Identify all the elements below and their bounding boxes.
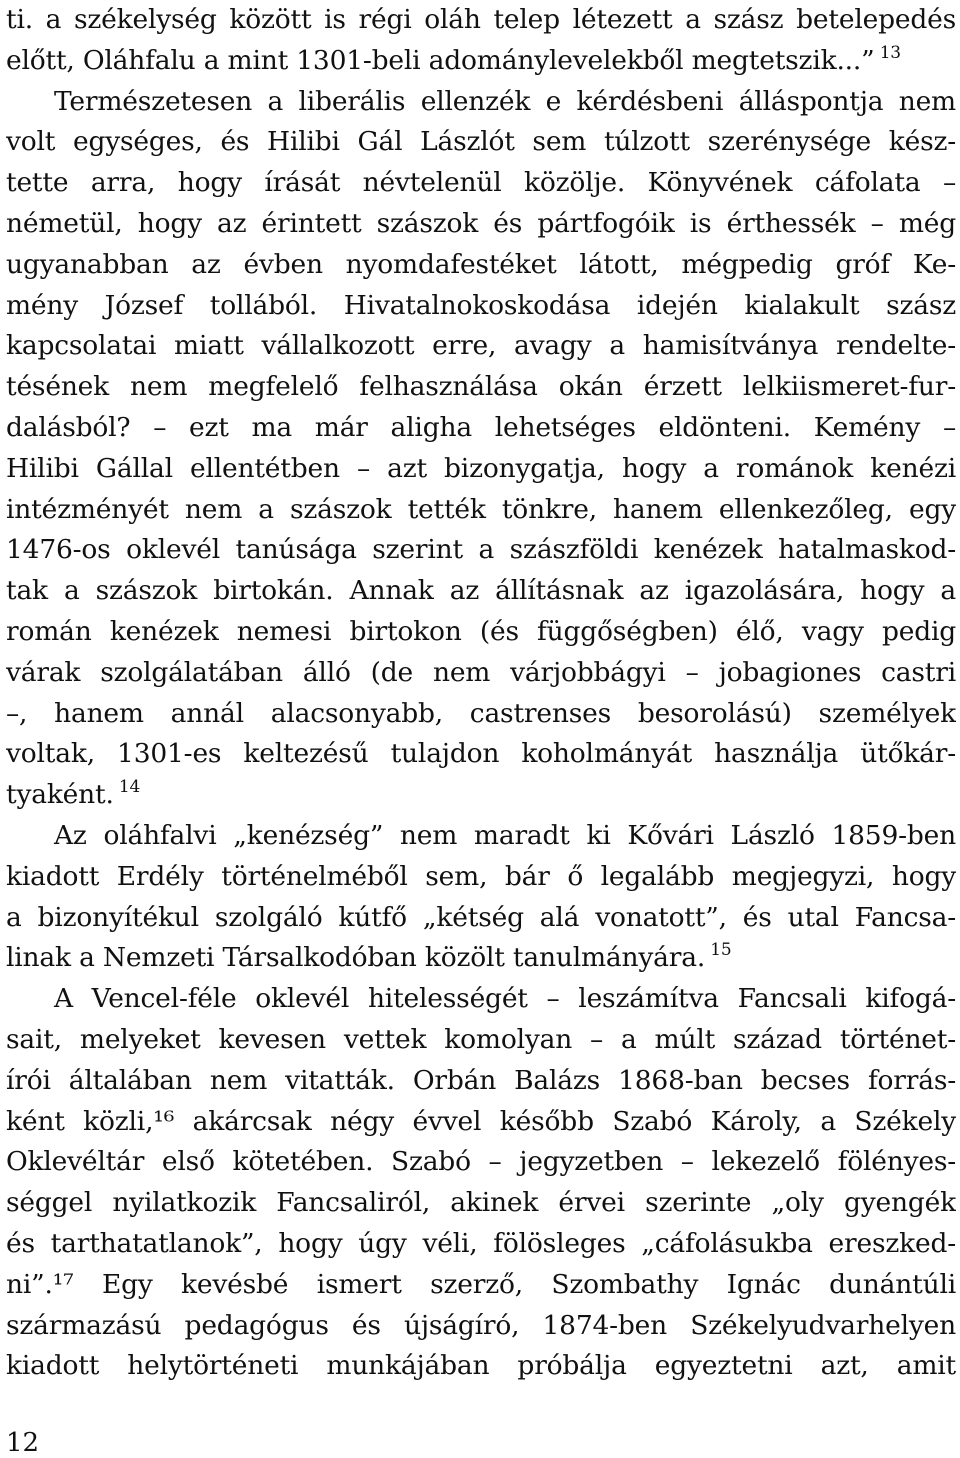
text-line-content: tésének nem megfelelő felhasználása okán érzett lelkiismeret-fur- xyxy=(6,371,956,403)
text-line-content: Az oláhfalvi „kenézség” nem maradt ki Kővári László 1859-ben xyxy=(54,820,956,851)
text-line xyxy=(6,41,956,81)
text-line xyxy=(6,490,956,530)
text-line-content: séggel nyilatkozik Fancsaliról, akinek érvei szerinte „oly gyengék xyxy=(6,1187,956,1219)
text-line-content: írói általában nem vitatták. Orbán Balázs 1868-ban becses forrás- xyxy=(6,1064,956,1096)
text-line-content: román kenézek nemesi birtokon (és függőségben) élő, vagy pedig xyxy=(6,616,956,647)
text-line xyxy=(6,163,956,203)
text-line xyxy=(6,734,956,774)
text-line-content: Oklevéltár első kötetében. Szabó – jegyzetben – lekezelő fölényes- xyxy=(6,1146,956,1178)
text-line xyxy=(6,1102,956,1142)
text-line xyxy=(6,1224,956,1264)
text-line-content: intézményét nem a szászok tették tönkre, hanem ellenkezőleg, egy xyxy=(6,493,956,525)
text-line xyxy=(6,571,956,611)
text-line xyxy=(6,1306,956,1346)
text-line-content: dalásból? – ezt ma már aligha lehetséges eldönteni. Kemény – xyxy=(6,412,956,443)
text-line-content: ugyanabban az évben nyomdafestéket látott, mégpedig gróf Ke- xyxy=(6,248,956,280)
text-line xyxy=(6,0,956,40)
text-line-content: németül, hogy az érintett szászok és pártfogóik is érthessék – még xyxy=(6,208,956,239)
text-line-content: ti. a székelység között is régi oláh telep létezett a szász betelepedés xyxy=(6,4,956,35)
text-line xyxy=(6,204,956,244)
text-line-content: származású pedagógus és újságíró, 1874-ben Székelyudvarhelyen xyxy=(6,1309,956,1341)
text-line xyxy=(6,775,956,815)
text-line xyxy=(6,979,956,1019)
text-line-content: A Vencel-féle oklevél hitelességét – leszámítva Fancsali kifogá- xyxy=(54,983,956,1015)
text-line xyxy=(6,286,956,326)
text-line-content: tyaként. xyxy=(6,779,114,811)
text-line-content: sait, melyeket kevesen vettek komolyan – a múlt század történet- xyxy=(6,1024,956,1055)
text-line xyxy=(6,1020,956,1060)
text-line-content: Hilibi Gállal ellentétben – azt bizonygatja, hogy a románok kenézi xyxy=(6,452,956,484)
text-line xyxy=(6,82,956,122)
text-line xyxy=(6,857,956,897)
text-line-content: linak a Nemzeti Társalkodóban közölt tanulmányára. xyxy=(6,942,706,974)
text-line xyxy=(6,1183,956,1223)
text-line xyxy=(6,816,956,856)
text-line-content: ni”.¹⁷ Egy kevésbé ismert szerző, Szombathy Ignác dunántúli xyxy=(6,1268,956,1300)
text-line-content: kiadott Erdély történelméből sem, bár ő legalább megjegyzi, hogy xyxy=(6,860,956,892)
text-line xyxy=(6,694,956,734)
text-line-content: előtt, Oláhfalu a mint 1301-beli adománylevelekből megtetszik...” xyxy=(6,44,875,76)
text-line xyxy=(6,449,956,489)
text-line xyxy=(6,326,956,366)
text-line-content: a bizonyítékul szolgáló kútfő „kétség alá vonatott”, és utal Fancsa- xyxy=(6,901,956,933)
text-line xyxy=(6,122,956,162)
text-line xyxy=(6,367,956,407)
text-line-content: voltak, 1301-es keltezésű tulajdon koholmányát használja ütőkár- xyxy=(6,738,956,770)
text-line-content: Természetesen a liberális ellenzék e kérdésbeni álláspontja nem xyxy=(54,85,956,117)
text-line xyxy=(6,530,956,570)
text-line-content: –, hanem annál alacsonyabb, castrenses besorolású) személyek xyxy=(6,697,956,729)
text-line xyxy=(6,1142,956,1182)
footnote-marker: 13 xyxy=(874,42,901,63)
text-line-content: várak szolgálatában álló (de nem várjobbágyi – jobagiones castri xyxy=(6,656,956,688)
text-line xyxy=(6,1265,956,1305)
text-line-content: tette arra, hogy írását névtelenül közölje. Könyvének cáfolata – xyxy=(6,167,956,199)
text-line xyxy=(6,653,956,693)
text-line xyxy=(6,898,956,938)
text-line xyxy=(6,408,956,448)
footnote-marker: 14 xyxy=(113,777,141,798)
text-line-content: ként közli,¹⁶ akárcsak négy évvel később Szabó Károly, a Székely xyxy=(6,1105,956,1137)
page-number: 12 xyxy=(6,1428,40,1458)
text-line-content: 1476-os oklevél tanúsága szerint a szászföldi kenézek hatalmaskod- xyxy=(6,534,956,566)
text-line-content: mény József tollából. Hivatalnokoskodása idején kialakult szász xyxy=(6,289,956,321)
text-line-content: tak a szászok birtokán. Annak az állításnak az igazolására, hogy a xyxy=(6,575,956,607)
text-line xyxy=(6,245,956,285)
text-line xyxy=(6,1346,956,1386)
text-line-content: és tarthatatlanok”, hogy úgy véli, fölösleges „cáfolásukba ereszked- xyxy=(6,1228,956,1259)
footnote-marker: 15 xyxy=(705,940,732,961)
text-line-content: kiadott helytörténeti munkájában próbálja egyeztetni azt, amit xyxy=(6,1350,956,1382)
text-line-content: kapcsolatai miatt vállalkozott erre, avagy a hamisítványa rendelte- xyxy=(6,330,956,362)
text-line-content: volt egységes, és Hilibi Gál Lászlót sem túlzott szerénysége kész- xyxy=(6,126,956,158)
text-line xyxy=(6,612,956,652)
text-line xyxy=(6,938,956,978)
text-line xyxy=(6,1061,956,1101)
